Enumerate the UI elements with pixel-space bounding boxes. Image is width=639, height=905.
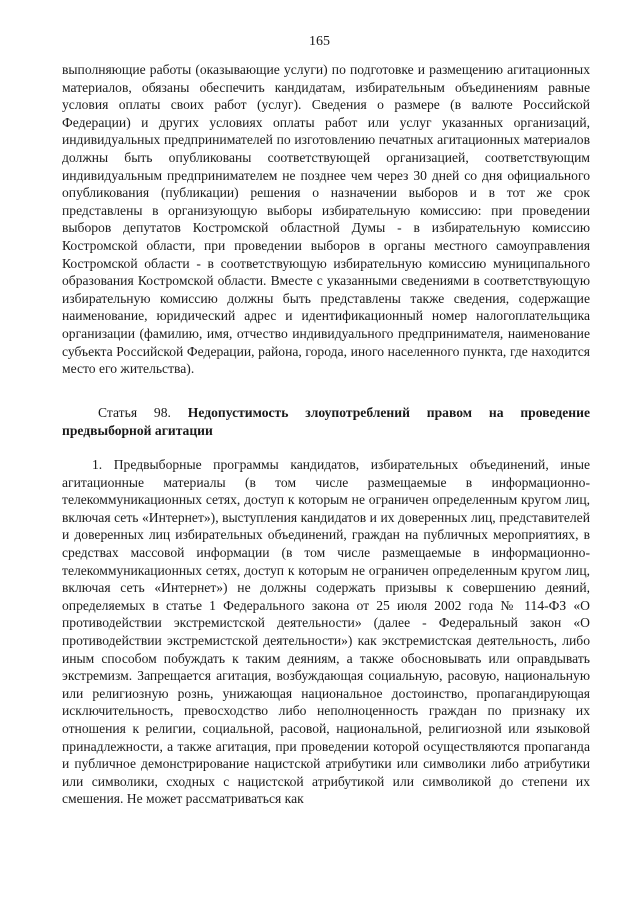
article-label: Статья 98. bbox=[98, 405, 171, 420]
article-title: Недопустимость злоупотреблений правом на проведение предвыборной агитации bbox=[62, 405, 590, 438]
paragraph-continuation: выполняющие работы (оказывающие услуги) по подготовке и размещению агитационных материалов, обязаны обеспечить кандидатам, избирательным объединениям равные условия оплаты своих работ (услуг). Сведения о размере (в валюте Российской Федерации) и других условиях оплаты работ или услуг указанных организаций, индивидуальных предпринимателей по изготовлению печатных агитационных материалов должны быть опубликованы соответствующей организацией, соответствующим индивидуальным предпринимателем не позднее чем через 30 дней со дня официального опубликования (публикации) решения о назначении выборов и в тот же срок представлены в организующую выборы избирательную комиссию: при проведении выборов депутатов Костромской областной Думы - в избирательную комиссию Костромской области, при проведении выборов в органы местного самоуправления Костромской области - в соответствующую избирательную комиссию муниципального образования Костромской области. Вместе с указанными сведениями в соответствующую избирательную комиссию должны быть представлены также сведения, содержащие наименование, юридический адрес и идентификационный номер налогоплательщика организации (фамилию, имя, отчество индивидуального предпринимателя, наименование субъекта Российской Федерации, района, города, иного населенного пункта, где находится место его жительства). bbox=[62, 62, 590, 377]
page-number: 165 bbox=[309, 34, 330, 49]
article-heading bbox=[62, 404, 590, 439]
article-paragraph-1: 1. Предвыборные программы кандидатов, избирательных объединений, иные агитационные материалы (в том числе размещаемые в информационно-телекоммуникационных сетях, доступ к которым не ограничен определенным кругом лиц, включая сеть «Интернет»), выступления кандидатов и их доверенных лиц, представителей и доверенных лиц избирательных объединений, граждан на публичных мероприятиях, в средствах массовой информации (в том числе размещаемые в информационно-телекоммуникационных сетях, доступ к которым не ограничен определенным кругом лиц, включая сеть «Интернет») не должны содержать призывы к совершению деяний, определяемых в статье 1 Федерального закона от 25 июля 2002 года № 114-ФЗ «О противодействии экстремистской деятельности» (далее - Федеральный закон «О противодействии экстремистской деятельности») как экстремистская деятельность, либо иным способом побуждать к таким деяниям, а также обосновывать или оправдывать экстремизм. Запрещается агитация, возбуждающая социальную, расовую, национальную или религиозную рознь, унижающая национальное достоинство, пропагандирующая исключительность, превосходство либо неполноценность граждан по признаку их отношения к религии, социальной, расовой, национальной, религиозной или языковой принадлежности, а также агитация, при проведении которой осуществляются пропаганда и публичное демонстрирование нацистской атрибутики или символики либо атрибутики или символики, сходных с нацистской атрибутикой или символикой до степени их смешения. Не может рассматриваться как bbox=[62, 457, 590, 807]
